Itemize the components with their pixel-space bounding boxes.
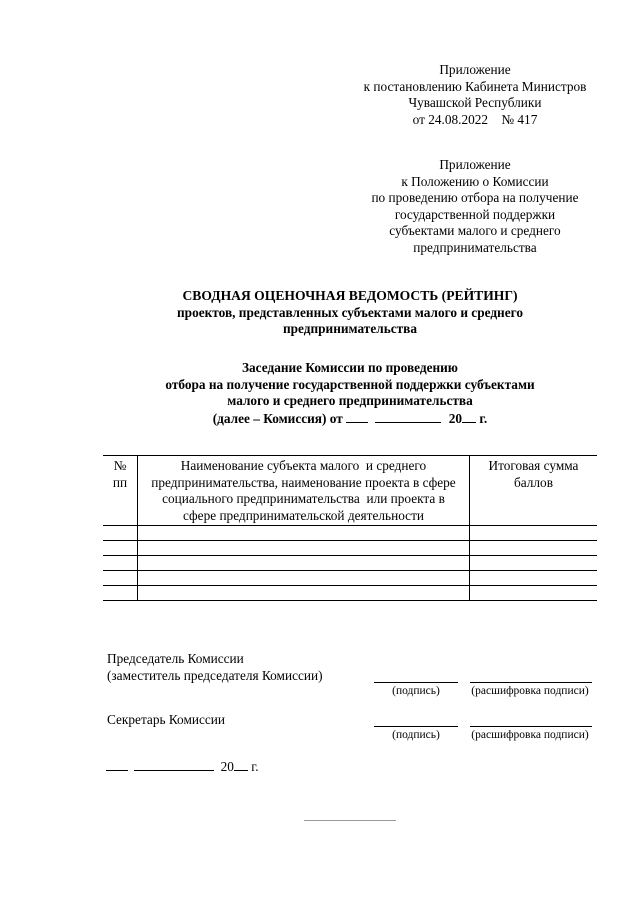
secretary-label: Секретарь Комиссии [107,712,226,727]
table-header-row [103,456,597,526]
annex-line: от 24.08.2022 № 417 [412,111,538,127]
meeting-date-prefix: (далее – Комиссия) от [212,410,343,426]
meeting-year: 20 [448,410,463,426]
meeting-line: отбора на получение государственной поддержки субъектами [165,376,535,392]
table-row [103,571,597,586]
row-name-cell [138,541,470,556]
chair-label: Председатель Комиссии [107,651,244,666]
row-name-cell [138,556,470,571]
row-total-cell [470,541,598,556]
header-name-label: Наименование субъекта малого и среднего [180,458,427,473]
title-subtitle: проектов, представленных субъектами малого и среднего [177,304,523,320]
annex-line: государственной поддержки [394,206,556,222]
meeting-line: малого и среднего предпринимательства [227,393,473,408]
table-row [103,586,597,601]
title-subtitle: предпринимательства [282,321,417,336]
vice-chair-label: (заместитель председателя Комиссии) [107,668,323,683]
row-name-cell [138,571,470,586]
meeting-header [100,360,600,427]
signature-date [106,758,259,776]
row-number-cell [103,526,138,541]
table-row [103,556,597,571]
annex-line: к постановлению Кабинета Министров [363,78,587,94]
annex-regulation [352,157,598,256]
header-total-label: Итоговая сумма [488,458,579,473]
row-name-cell [138,586,470,601]
row-total-cell [470,571,598,586]
meeting-date-line [100,410,600,428]
row-total-cell [470,526,598,541]
year-blank [234,758,248,771]
table-row [103,526,597,541]
header-name-label: предпринимательства, наименование проекта в сфере [151,474,456,490]
secretary-signature-caption: (подпись) [392,729,440,741]
row-number-cell [103,586,138,601]
annex-line: Приложение [439,62,511,77]
annex-line: Чувашской Республики [408,95,542,110]
meeting-line: Заседание Комиссии по проведению [242,360,458,375]
date-year: 20 [220,759,234,774]
secretary-decoding-line [470,726,592,727]
header-name [138,456,470,526]
day-blank [106,758,128,771]
chair-decoding-line [470,682,592,683]
year-blank [462,410,476,423]
annex-line: Приложение [439,157,511,172]
header-number-label: № [113,458,127,473]
row-total-cell [470,586,598,601]
row-total-cell [470,556,598,571]
row-name-cell [138,526,470,541]
annex-resolution [352,62,598,128]
header-name-label: сфере предпринимательской деятельности [182,507,424,523]
header-number-label: пп [112,474,128,490]
meeting-date-suffix: г. [479,410,488,426]
footer-separator [304,820,396,821]
header-total-label: баллов [514,474,553,490]
date-suffix: г. [251,759,259,774]
header-number [103,456,138,526]
chair-signature-caption: (подпись) [392,685,440,697]
row-number-cell [103,556,138,571]
rating-table [103,455,597,601]
day-blank [346,410,368,423]
annex-line: предпринимательства [413,239,537,255]
annex-line: к Положению о Комиссии [401,173,549,189]
header-total [470,456,598,526]
table-row [103,541,597,556]
row-number-cell [103,541,138,556]
month-blank [375,410,441,423]
chair-decoding-caption: (расшифровка подписи) [471,685,589,697]
annex-line: по проведению отбора на получение [371,190,579,205]
header-name-label: социального предпринимательства или проекта в [162,491,445,506]
month-blank [134,758,214,771]
annex-line: субъектами малого и среднего [389,223,561,238]
chair-signature-line [374,682,458,683]
document-title [100,288,600,338]
secretary-decoding-caption: (расшифровка подписи) [471,729,589,741]
secretary-signature-line [374,726,458,727]
main-title: СВОДНАЯ ОЦЕНОЧНАЯ ВЕДОМОСТЬ (РЕЙТИНГ) [182,288,518,303]
row-number-cell [103,571,138,586]
